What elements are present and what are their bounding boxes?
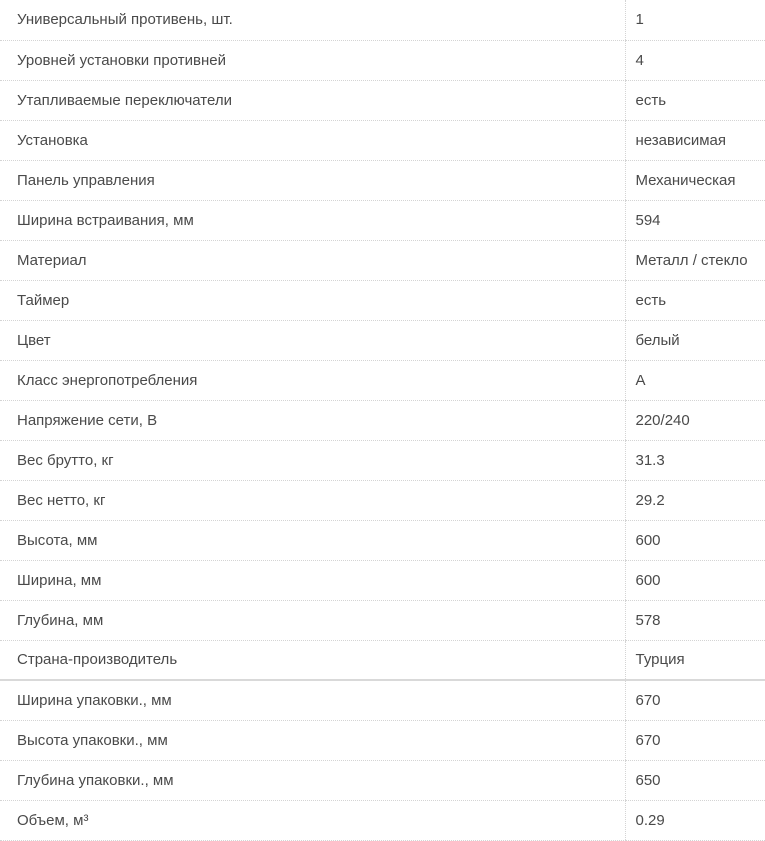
spec-value: 0.29 bbox=[625, 800, 765, 840]
spec-label: Универсальный противень, шт. bbox=[0, 0, 625, 40]
spec-value: A bbox=[625, 360, 765, 400]
spec-row-volume bbox=[0, 800, 765, 840]
spec-label: Класс энергопотребления bbox=[0, 360, 625, 400]
spec-value: 600 bbox=[625, 520, 765, 560]
spec-row-country bbox=[0, 640, 765, 680]
spec-row-tray-levels bbox=[0, 40, 765, 80]
spec-label: Материал bbox=[0, 240, 625, 280]
spec-row-package-width bbox=[0, 680, 765, 720]
spec-label: Высота, мм bbox=[0, 520, 625, 560]
spec-label: Глубина упаковки., мм bbox=[0, 760, 625, 800]
spec-row-universal-tray bbox=[0, 0, 765, 40]
spec-label: Цвет bbox=[0, 320, 625, 360]
spec-value: 594 bbox=[625, 200, 765, 240]
spec-value: 578 bbox=[625, 600, 765, 640]
spec-value: белый bbox=[625, 320, 765, 360]
spec-value: 220/240 bbox=[625, 400, 765, 440]
spec-label: Вес брутто, кг bbox=[0, 440, 625, 480]
spec-row-control-panel bbox=[0, 160, 765, 200]
spec-label: Страна-производитель bbox=[0, 640, 625, 680]
spec-row-color bbox=[0, 320, 765, 360]
spec-label: Вес нетто, кг bbox=[0, 480, 625, 520]
spec-label: Глубина, мм bbox=[0, 600, 625, 640]
spec-row-energy-class bbox=[0, 360, 765, 400]
spec-value: 1 bbox=[625, 0, 765, 40]
spec-value: 650 bbox=[625, 760, 765, 800]
spec-value: есть bbox=[625, 80, 765, 120]
spec-label: Установка bbox=[0, 120, 625, 160]
spec-row-package-depth bbox=[0, 760, 765, 800]
spec-row-package-height bbox=[0, 720, 765, 760]
spec-value: 29.2 bbox=[625, 480, 765, 520]
spec-value: 4 bbox=[625, 40, 765, 80]
spec-row-depth bbox=[0, 600, 765, 640]
spec-label: Высота упаковки., мм bbox=[0, 720, 625, 760]
spec-value: есть bbox=[625, 280, 765, 320]
spec-label: Ширина упаковки., мм bbox=[0, 680, 625, 720]
spec-value: Металл / стекло bbox=[625, 240, 765, 280]
spec-row-material bbox=[0, 240, 765, 280]
spec-row-installation bbox=[0, 120, 765, 160]
spec-value: 31.3 bbox=[625, 440, 765, 480]
spec-label: Панель управления bbox=[0, 160, 625, 200]
spec-row-gross-weight bbox=[0, 440, 765, 480]
spec-row-recessed-switches bbox=[0, 80, 765, 120]
spec-label: Напряжение сети, В bbox=[0, 400, 625, 440]
spec-label: Ширина встраивания, мм bbox=[0, 200, 625, 240]
spec-row-timer bbox=[0, 280, 765, 320]
spec-row-built-in-width bbox=[0, 200, 765, 240]
spec-label: Уровней установки противней bbox=[0, 40, 625, 80]
spec-row-width bbox=[0, 560, 765, 600]
spec-value: 670 bbox=[625, 680, 765, 720]
spec-value: независимая bbox=[625, 120, 765, 160]
spec-row-voltage bbox=[0, 400, 765, 440]
spec-row-height bbox=[0, 520, 765, 560]
spec-value: 600 bbox=[625, 560, 765, 600]
spec-label: Объем, м³ bbox=[0, 800, 625, 840]
spec-row-net-weight bbox=[0, 480, 765, 520]
spec-label: Утапливаемые переключатели bbox=[0, 80, 625, 120]
spec-label: Ширина, мм bbox=[0, 560, 625, 600]
spec-value: Турция bbox=[625, 640, 765, 680]
spec-value: Механическая bbox=[625, 160, 765, 200]
spec-value: 670 bbox=[625, 720, 765, 760]
spec-label: Таймер bbox=[0, 280, 625, 320]
